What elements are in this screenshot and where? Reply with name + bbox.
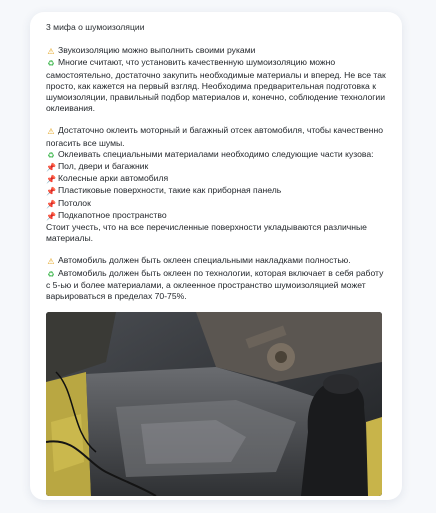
spacer xyxy=(46,244,390,255)
list-item xyxy=(46,185,390,197)
spacer xyxy=(46,114,390,125)
list-item xyxy=(46,198,390,210)
myth-2-answer xyxy=(46,149,390,161)
pushpin-icon: 📌 xyxy=(46,199,56,209)
myth-2-claim-text: Достаточно оклеить моторный и багажный отсек автомобиля, чтобы качественно погасить все шумы. xyxy=(46,125,383,148)
recycle-icon: ♻ xyxy=(47,150,55,160)
recycle-icon: ♻ xyxy=(47,269,55,279)
warning-icon: ⚠ xyxy=(47,47,55,57)
post-text xyxy=(46,22,390,302)
pushpin-icon: 📌 xyxy=(46,187,56,197)
warning-icon: ⚠ xyxy=(47,257,55,267)
list-item-text: Колесные арки автомобиля xyxy=(58,173,169,184)
myth-2-claim xyxy=(46,125,390,148)
myth-3-claim-text: Автомобиль должен быть оклеен специальными накладками полностью. xyxy=(58,255,351,266)
myth-1-answer xyxy=(46,57,390,114)
list-item-text: Пластиковые поверхности, такие как приборная панель xyxy=(58,185,282,196)
pushpin-icon: 📌 xyxy=(46,211,56,221)
list-item-text: Подкапотное пространство xyxy=(58,209,167,220)
list-item-text: Пол, двери и багажник xyxy=(58,161,149,172)
myth-1-answer-text: Многие считают, что установить качественную шумоизоляцию можно самостоятельно, достаточно закупить необходимые материалы и вперед. Не все так просто, как кажется на первый взгляд. Необходима предварительная подготовка к шумоизоляции, правильный подбор материалов и, конечно, соблюдение технологии оклеивания. xyxy=(46,57,386,114)
warning-icon: ⚠ xyxy=(47,127,55,137)
post-title: 3 мифа о шумоизоляции xyxy=(46,22,145,32)
list-item xyxy=(46,161,390,173)
pushpin-icon: 📌 xyxy=(46,163,56,173)
myth-3-answer xyxy=(46,268,390,303)
myth-1-claim-text: Звукоизоляцию можно выполнить своими руками xyxy=(58,45,256,56)
myth-3-claim xyxy=(46,255,390,267)
myth-1-claim xyxy=(46,45,390,57)
post-photo[interactable] xyxy=(46,312,382,496)
list-item xyxy=(46,210,390,222)
pushpin-icon: 📌 xyxy=(46,175,56,185)
recycle-icon: ♻ xyxy=(47,59,55,69)
list-item-text: Потолок xyxy=(58,197,91,208)
list-item xyxy=(46,173,390,185)
post-card xyxy=(30,12,402,500)
myth-3-answer-text: Автомобиль должен быть оклеен по технологии, которая включает в себя работу с 5-ью и более материалами, а оклеенное пространство шумоизоляцией может варьироваться в пределах 70-75%. xyxy=(46,267,384,302)
myth-2-note: Стоит учесть, что на все перечисленные поверхности укладываются различные материалы. xyxy=(46,222,367,244)
car-floor-soundproofing-photo xyxy=(46,312,382,496)
myth-2-answer-text: Оклеивать специальными материалами необходимо следующие части кузова: xyxy=(58,148,374,159)
